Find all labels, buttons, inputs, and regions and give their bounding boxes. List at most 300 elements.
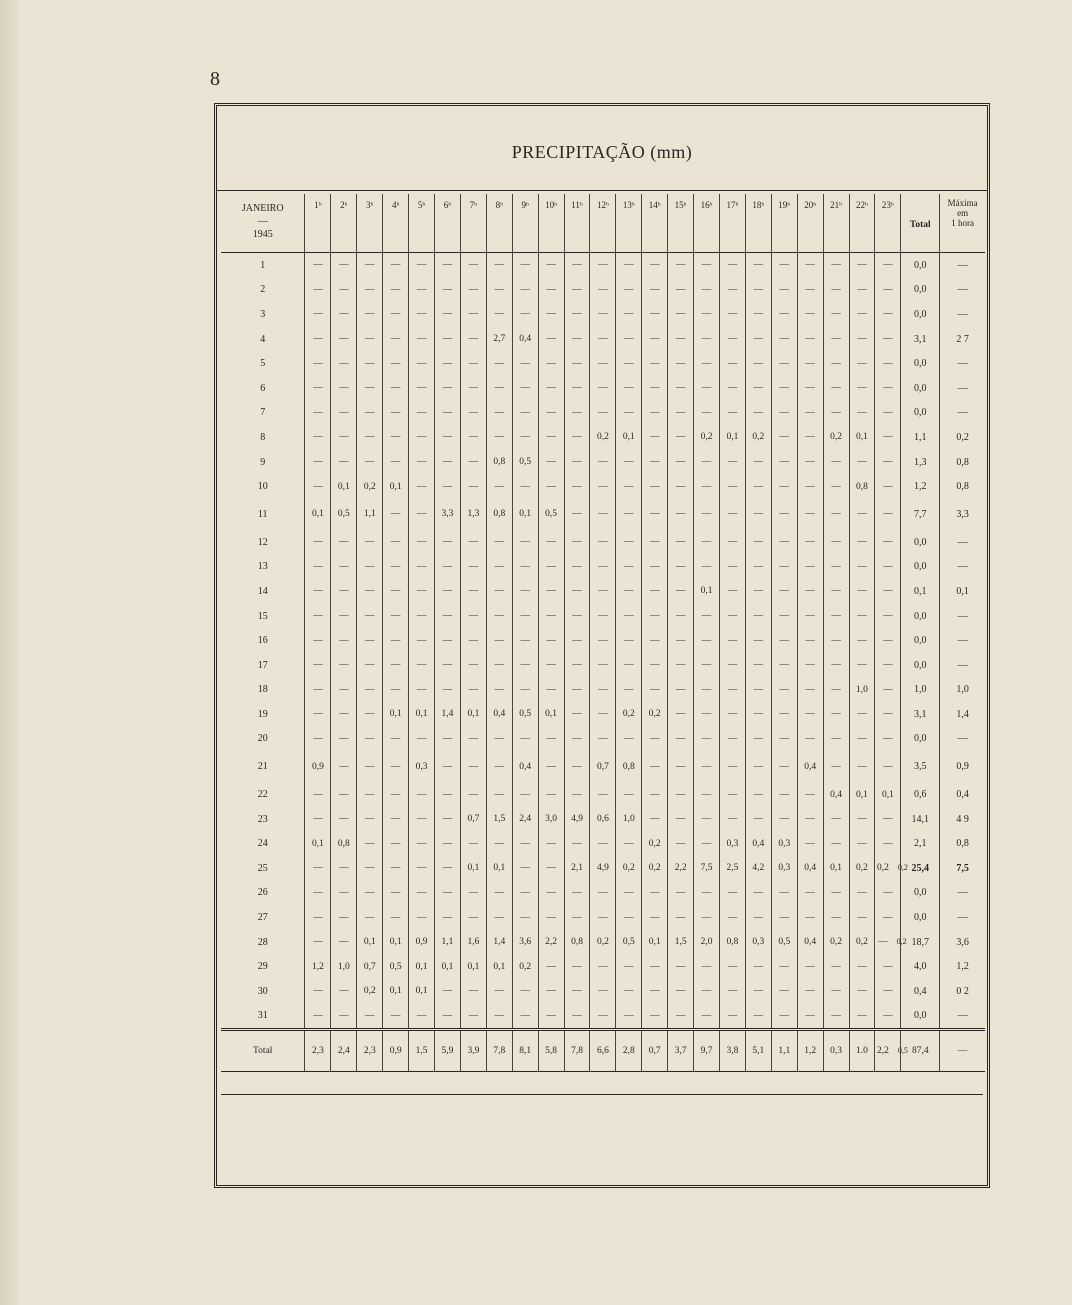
hour-value-cell: — xyxy=(305,782,331,807)
hour-value-cell: — xyxy=(745,555,771,580)
hour-value-cell: — xyxy=(383,555,409,580)
hour-value-cell: 3,0 xyxy=(538,807,564,832)
hour-value-cell: 0,8 xyxy=(564,930,590,955)
hour-value-cell: — xyxy=(797,555,823,580)
day-cell: 16 xyxy=(257,635,268,647)
max-header-line: Máxima xyxy=(947,198,978,208)
hour-value-cell: — xyxy=(745,604,771,629)
hour-value-cell: — xyxy=(357,1004,383,1030)
hour-value-cell: — xyxy=(564,450,590,475)
row-total-cell: 7,7 xyxy=(901,499,940,530)
hour-value-cell: — xyxy=(357,530,383,555)
hour-value-cell: — xyxy=(512,905,538,930)
hour-value-cell: — xyxy=(590,555,616,580)
hour-value-cell: — xyxy=(460,555,486,580)
hour-value-cell: — xyxy=(357,425,383,450)
grand-max-cell: — xyxy=(940,1030,985,1072)
hour-value-cell: — xyxy=(435,425,461,450)
hour-value-cell: 0,8 xyxy=(486,450,512,475)
hour-value-cell: — xyxy=(331,1004,357,1030)
hour-value-cell: — xyxy=(305,351,331,376)
hour-value-cell: — xyxy=(694,351,720,376)
hour-value-cell: — xyxy=(383,253,409,278)
row-max-cell: 0,4 xyxy=(940,782,985,807)
hour-value-cell: — xyxy=(331,327,357,352)
hour-value-cell: — xyxy=(642,253,668,278)
hour-value-cell: — xyxy=(305,1004,331,1030)
hour-value-cell: — xyxy=(694,253,720,278)
day-cell: 8 xyxy=(260,431,266,443)
hour-value-cell: — xyxy=(668,604,694,629)
row-total-cell: 1,1 xyxy=(901,425,940,450)
day-cell: 5 xyxy=(260,358,266,370)
hour-value-cell: — xyxy=(694,979,720,1004)
hour-value-cell: 1,2 xyxy=(305,954,331,979)
hour-header: 5ʰ xyxy=(409,194,435,253)
hour-value-cell: — xyxy=(823,376,849,401)
hour-value-cell: — xyxy=(564,253,590,278)
hour-value-cell: — xyxy=(564,653,590,678)
day-cell: 6 xyxy=(260,382,266,394)
table-row xyxy=(221,278,985,303)
hour-value-cell: — xyxy=(823,881,849,906)
hour-value-cell: — xyxy=(745,499,771,530)
hour-value-cell: 1,1 xyxy=(357,499,383,530)
hour-value-cell: 0,2 xyxy=(849,856,875,881)
hour-value-cell: — xyxy=(383,628,409,653)
hour-value-cell: — xyxy=(823,253,849,278)
hour-value-cell: — xyxy=(331,278,357,303)
hour-value-cell: — xyxy=(642,751,668,782)
hour-value-cell: — xyxy=(642,881,668,906)
hour-value-cell: — xyxy=(616,450,642,475)
hour-value-cell: — xyxy=(305,678,331,703)
hour-value-cell: 0,1 xyxy=(305,831,331,856)
title-divider xyxy=(217,190,987,191)
hour-value-cell: — xyxy=(875,702,901,727)
hour-value-cell: — xyxy=(435,751,461,782)
row-total-cell: 0,0 xyxy=(901,530,940,555)
row-total-cell: 0,0 xyxy=(901,727,940,752)
hour-value-cell: — xyxy=(331,628,357,653)
hour-value-cell: — xyxy=(797,579,823,604)
table-row xyxy=(221,530,985,555)
table-row xyxy=(221,376,985,401)
hour-value-cell: — xyxy=(771,628,797,653)
hour-value-cell: — xyxy=(305,653,331,678)
hour-value-cell: — xyxy=(875,807,901,832)
hour-value-cell: — xyxy=(719,954,745,979)
table-row xyxy=(221,831,985,856)
hour-value-cell: — xyxy=(564,302,590,327)
hour-value-cell: 0,3 xyxy=(771,831,797,856)
hour-value-cell: — xyxy=(668,351,694,376)
hour-value-cell: — xyxy=(590,376,616,401)
hour-value-cell: — xyxy=(771,302,797,327)
hour-value-cell: 0,2 xyxy=(694,425,720,450)
row-max-cell: 1,4 xyxy=(940,702,985,727)
hour-value-cell: — xyxy=(383,604,409,629)
hour-value-cell: — xyxy=(668,678,694,703)
hour-value-cell: — xyxy=(590,499,616,530)
row-total-cell: 0,0 xyxy=(901,881,940,906)
hour-value-cell: — xyxy=(383,425,409,450)
hour-header: 18ʰ xyxy=(745,194,771,253)
hour-value-cell: — xyxy=(486,979,512,1004)
hour-value-cell: — xyxy=(538,530,564,555)
day-cell: 12 xyxy=(257,536,268,548)
hour-value-cell: — xyxy=(383,905,409,930)
hour-value-cell: 0,4 xyxy=(512,751,538,782)
hour-value-cell: — xyxy=(331,678,357,703)
hour-value-cell: — xyxy=(823,905,849,930)
hour-value-cell: — xyxy=(564,530,590,555)
hour-value-cell: — xyxy=(435,678,461,703)
hour-value-cell: — xyxy=(409,425,435,450)
page-title: PRECIPITAÇÃO (mm) xyxy=(511,142,693,162)
hour-value-cell: — xyxy=(590,604,616,629)
hour-value-cell: — xyxy=(771,450,797,475)
hour-value-cell: — xyxy=(305,807,331,832)
hour-value-cell: — xyxy=(719,678,745,703)
hour-value-cell: — xyxy=(823,807,849,832)
hour-value-cell: — xyxy=(719,807,745,832)
hour-value-cell: — xyxy=(409,782,435,807)
hour-value-cell: — xyxy=(435,474,461,499)
hour-value-cell: — xyxy=(409,327,435,352)
hour-value-cell: — xyxy=(357,653,383,678)
row-total-cell: 0,1 xyxy=(901,579,940,604)
hour-value-cell: — xyxy=(435,807,461,832)
hour-value-cell: — xyxy=(823,954,849,979)
hour-value-cell: — xyxy=(435,376,461,401)
hour-value-cell: — xyxy=(305,856,331,881)
hour-value-cell: 0,1 xyxy=(435,954,461,979)
hour-value-cell: — xyxy=(383,831,409,856)
hour-value-cell: — xyxy=(512,278,538,303)
row-total-cell: 1,2 xyxy=(901,474,940,499)
hour-value-cell: — xyxy=(564,881,590,906)
hour-value-cell: — xyxy=(694,807,720,832)
day-cell: 31 xyxy=(257,1010,268,1022)
hour-value-cell: — xyxy=(357,702,383,727)
hour-value-cell: — xyxy=(849,253,875,278)
hour-value-cell: — xyxy=(590,327,616,352)
hour-value-cell: — xyxy=(305,905,331,930)
hour-value-cell: — xyxy=(849,979,875,1004)
hour-value-cell: 0,2 xyxy=(357,979,383,1004)
hour-value-cell: — xyxy=(719,530,745,555)
table-body xyxy=(221,253,985,1072)
table-row xyxy=(221,702,985,727)
day-cell: 7 xyxy=(260,407,266,419)
hour-value-cell: — xyxy=(849,401,875,426)
hour-value-cell: — xyxy=(435,579,461,604)
hour-value-cell: — xyxy=(668,327,694,352)
hour-value-cell: — xyxy=(694,474,720,499)
hour-value-cell: — xyxy=(797,831,823,856)
hour-value-cell: — xyxy=(823,727,849,752)
hour-value-cell: — xyxy=(409,351,435,376)
hour-value-cell: — xyxy=(694,905,720,930)
table-row xyxy=(221,579,985,604)
hour-value-cell: — xyxy=(668,653,694,678)
hour-value-cell: — xyxy=(357,807,383,832)
hour-value-cell: — xyxy=(383,530,409,555)
hour-value-cell: — xyxy=(331,653,357,678)
hour-value-cell: — xyxy=(745,351,771,376)
hour-value-cell: — xyxy=(512,831,538,856)
hour-value-cell: — xyxy=(694,499,720,530)
hour-value-cell: — xyxy=(875,474,901,499)
hour-value-cell: — xyxy=(564,327,590,352)
hour-value-cell: 0,2 xyxy=(745,425,771,450)
hour-value-cell: — xyxy=(797,425,823,450)
hour-value-cell: — xyxy=(331,702,357,727)
hour-value-cell: — xyxy=(745,579,771,604)
row-max-cell: — xyxy=(940,253,985,278)
hour-value-cell: 0,4 xyxy=(512,327,538,352)
hour-value-cell: 0,1 xyxy=(383,979,409,1004)
hour-value-cell: — xyxy=(771,807,797,832)
hour-value-cell: 0,1 xyxy=(383,702,409,727)
hour-value-cell: — xyxy=(409,604,435,629)
row-total-cell: 0,0 xyxy=(901,278,940,303)
hour-value-cell: — xyxy=(435,727,461,752)
hour-value-cell: — xyxy=(331,979,357,1004)
hour-total-cell: 0,7 xyxy=(642,1030,668,1072)
hour-value-cell: — xyxy=(538,253,564,278)
hour-value-cell: — xyxy=(745,979,771,1004)
hour-value-cell: — xyxy=(512,474,538,499)
hour-value-cell: — xyxy=(797,653,823,678)
hour-value-cell: 0,1 xyxy=(409,702,435,727)
hour-value-cell: — xyxy=(460,628,486,653)
day-cell: 17 xyxy=(257,659,268,671)
hour-value-cell: — xyxy=(331,751,357,782)
row-max-cell: — xyxy=(940,376,985,401)
row-max-cell: 3,6 xyxy=(940,930,985,955)
hour-header: 2ʰ xyxy=(331,194,357,253)
hour-header: 10ʰ xyxy=(538,194,564,253)
hour-value-cell: — xyxy=(771,1004,797,1030)
hour-value-cell: — xyxy=(409,881,435,906)
hour-value-cell: 2,2 xyxy=(538,930,564,955)
hour-value-cell: — xyxy=(823,653,849,678)
hour-value-cell: — xyxy=(668,401,694,426)
hour-total-cell: 3,7 xyxy=(668,1030,694,1072)
row-total-cell: 0,0 xyxy=(901,628,940,653)
row-max-cell: 0 2 xyxy=(940,979,985,1004)
hour-value-cell: — xyxy=(668,831,694,856)
hour-value-cell: — xyxy=(719,979,745,1004)
hour-total-cell: 3,8 xyxy=(719,1030,745,1072)
hour-value-cell: 1,5 xyxy=(668,930,694,955)
row-total-cell: 0,0 xyxy=(901,401,940,426)
hour-value-cell: — xyxy=(435,555,461,580)
hour-value-cell: 0,3 xyxy=(771,856,797,881)
row-max-cell: — xyxy=(940,628,985,653)
hour-value-cell: — xyxy=(719,555,745,580)
hour-value-cell: — xyxy=(668,555,694,580)
hour-value-cell: — xyxy=(797,351,823,376)
hour-value-cell: — xyxy=(460,278,486,303)
hour-value-cell: — xyxy=(564,905,590,930)
hour-value-cell: — xyxy=(642,302,668,327)
hour-value-cell: 0,1 xyxy=(512,499,538,530)
table-row xyxy=(221,954,985,979)
hour-value-cell: 2,0 xyxy=(694,930,720,955)
hour-value-cell: 0,1 xyxy=(460,954,486,979)
hour-header: 15ʰ xyxy=(668,194,694,253)
hour-value-cell: — xyxy=(435,905,461,930)
hour-value-cell: — xyxy=(409,253,435,278)
table-row xyxy=(221,450,985,475)
hour-value-cell: — xyxy=(745,782,771,807)
hour-value-cell: — xyxy=(357,678,383,703)
hour-value-cell: — xyxy=(409,727,435,752)
hour-value-cell: — xyxy=(460,327,486,352)
table-row xyxy=(221,425,985,450)
hour-value-cell: 0,1 xyxy=(849,782,875,807)
hour-value-cell: — xyxy=(357,727,383,752)
hour-value-cell: — xyxy=(875,954,901,979)
hour-value-cell: — xyxy=(564,474,590,499)
day-cell: 4 xyxy=(260,333,266,345)
table-row xyxy=(221,327,985,352)
hour-value-cell: — xyxy=(538,302,564,327)
hour-value-cell: — xyxy=(486,628,512,653)
hour-value-cell: — xyxy=(694,376,720,401)
table-row xyxy=(221,727,985,752)
hour-value-cell: — xyxy=(486,530,512,555)
hour-value-cell: — xyxy=(642,678,668,703)
hour-value-cell: — xyxy=(745,278,771,303)
hour-value-cell: — xyxy=(797,727,823,752)
hour-value-cell: — xyxy=(409,807,435,832)
hour-header: 21ʰ xyxy=(823,194,849,253)
hour-value-cell: 0,1 xyxy=(849,425,875,450)
table-row xyxy=(221,653,985,678)
hour-value-cell: — xyxy=(331,530,357,555)
hour-value-cell: — xyxy=(305,702,331,727)
hour-value-cell: — xyxy=(357,253,383,278)
row-max-cell: — xyxy=(940,401,985,426)
hour-total-cell: 2,3 xyxy=(357,1030,383,1072)
hour-value-cell: — xyxy=(771,351,797,376)
hour-value-cell: — xyxy=(409,1004,435,1030)
max-header-line: em xyxy=(957,208,969,218)
hour-value-cell: — xyxy=(512,604,538,629)
hour-value-cell: 0,2 0,2 xyxy=(875,856,901,881)
hour-value-cell: — xyxy=(719,604,745,629)
hour-value-cell: 0,8 xyxy=(616,751,642,782)
hour-value-cell: — xyxy=(849,579,875,604)
hour-value-cell: — xyxy=(590,1004,616,1030)
hour-value-cell: — xyxy=(409,530,435,555)
table-row xyxy=(221,628,985,653)
hour-value-cell: — xyxy=(435,979,461,1004)
hour-value-cell: — xyxy=(305,450,331,475)
hour-value-cell: — xyxy=(435,856,461,881)
hour-total-cell: 1.0 xyxy=(849,1030,875,1072)
row-max-cell: — xyxy=(940,278,985,303)
hour-value-cell: — xyxy=(590,782,616,807)
row-max-cell: — xyxy=(940,351,985,376)
hour-value-cell: — xyxy=(745,474,771,499)
hour-value-cell: — xyxy=(357,555,383,580)
hour-value-cell: — xyxy=(538,376,564,401)
day-cell: 30 xyxy=(257,985,268,997)
hour-value-cell: — xyxy=(719,253,745,278)
bottom-divider xyxy=(221,1094,983,1095)
day-cell: 23 xyxy=(257,813,268,825)
hour-value-cell: — xyxy=(771,604,797,629)
hour-value-cell: — xyxy=(564,401,590,426)
hour-value-cell: — xyxy=(486,302,512,327)
hour-value-cell: — xyxy=(616,499,642,530)
hour-value-cell: — xyxy=(745,678,771,703)
hour-value-cell: — xyxy=(875,604,901,629)
hour-value-cell: 1,4 xyxy=(486,930,512,955)
hour-value-cell: 0,2 xyxy=(590,930,616,955)
table-row xyxy=(221,499,985,530)
hour-value-cell: — xyxy=(823,702,849,727)
hour-value-cell: — xyxy=(564,579,590,604)
hour-value-cell: — xyxy=(668,782,694,807)
hour-value-cell: — xyxy=(875,979,901,1004)
hour-value-cell: 1,0 xyxy=(616,807,642,832)
hour-header: 6ʰ xyxy=(435,194,461,253)
hour-header: 3ʰ xyxy=(357,194,383,253)
hour-value-cell: 0,1 xyxy=(538,702,564,727)
hour-value-cell: — xyxy=(435,450,461,475)
hour-value-cell: — xyxy=(538,881,564,906)
hour-value-cell: — xyxy=(875,555,901,580)
hour-value-cell: — xyxy=(849,881,875,906)
hour-value-cell: — xyxy=(694,401,720,426)
hour-value-cell: — xyxy=(616,351,642,376)
hour-value-cell: — xyxy=(538,278,564,303)
hour-value-cell: — xyxy=(460,425,486,450)
hour-value-cell: — xyxy=(538,782,564,807)
hour-value-cell: — xyxy=(797,253,823,278)
hour-value-cell: — xyxy=(875,327,901,352)
hour-header: 22ʰ xyxy=(849,194,875,253)
hour-header: 19ʰ xyxy=(771,194,797,253)
hour-value-cell: — xyxy=(409,628,435,653)
table-row xyxy=(221,474,985,499)
hour-value-cell: — xyxy=(797,1004,823,1030)
hour-value-cell: — xyxy=(409,450,435,475)
hour-value-cell: — xyxy=(486,727,512,752)
hour-value-cell: — xyxy=(460,979,486,1004)
hour-value-cell: 0,8 xyxy=(331,831,357,856)
hour-value-cell: — xyxy=(849,954,875,979)
hour-total-cell: 2,2 0,5 xyxy=(875,1030,901,1072)
hour-value-cell: — xyxy=(512,881,538,906)
max-header-line: 1 hora xyxy=(951,218,974,228)
hour-value-cell: — xyxy=(719,1004,745,1030)
hour-value-cell: — xyxy=(616,474,642,499)
day-cell: 22 xyxy=(257,789,268,801)
hour-value-cell: 0,3 xyxy=(409,751,435,782)
hour-value-cell: 0,7 xyxy=(357,954,383,979)
hour-value-cell: — xyxy=(305,425,331,450)
row-max-cell: — xyxy=(940,302,985,327)
hour-value-cell: — xyxy=(564,954,590,979)
hour-value-cell: 0,5 xyxy=(771,930,797,955)
